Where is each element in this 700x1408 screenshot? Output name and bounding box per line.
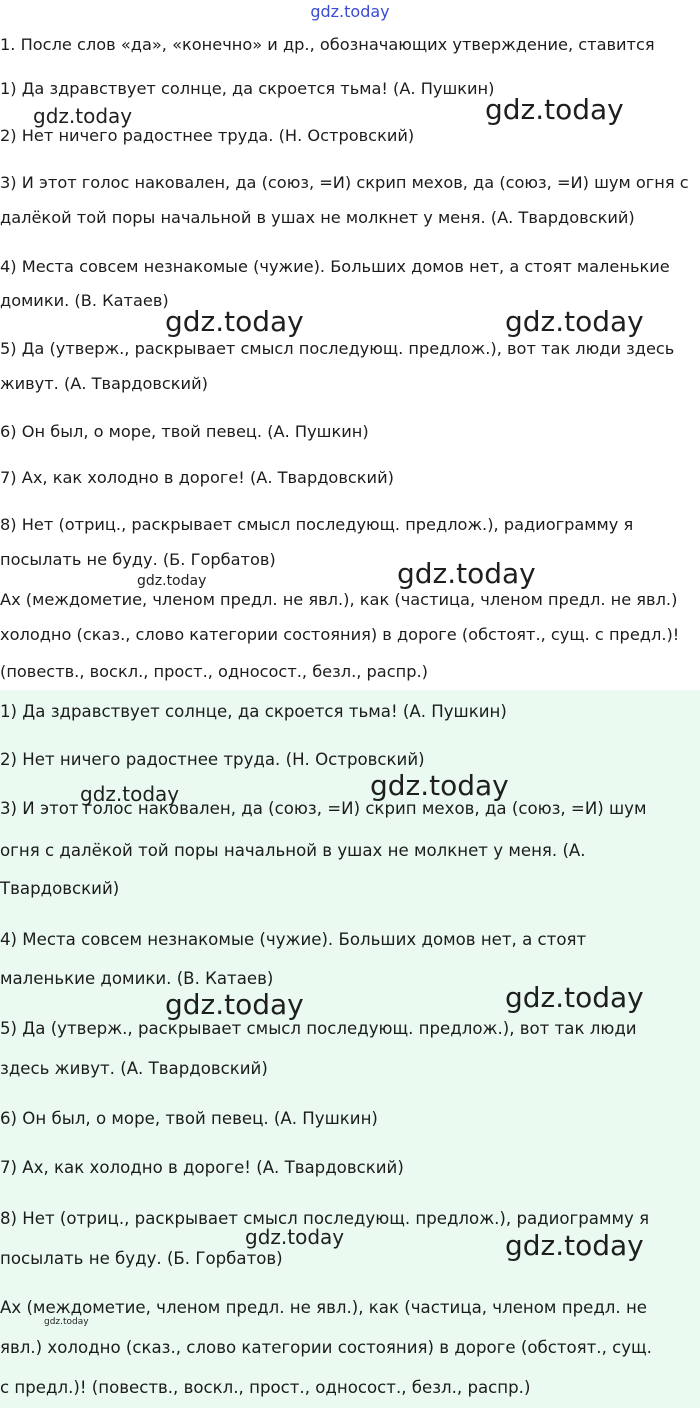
watermark: gdz.today bbox=[44, 1317, 89, 1327]
watermark: gdz.today bbox=[370, 769, 509, 802]
text-line: посылать не буду. (Б. Горбатов) bbox=[0, 550, 276, 569]
text-line: холодно (сказ., слово категории состояния) в дороге (обстоят., сущ. с предл.)! bbox=[0, 625, 680, 644]
text-line: 5) Да (утверж., раскрывает смысл последующ. предлож.), вот так люди bbox=[0, 1019, 637, 1038]
watermark: gdz.today bbox=[80, 782, 180, 806]
text-line: 6) Он был, о море, твой певец. (А. Пушкин) bbox=[0, 1109, 378, 1128]
text-line: далёкой той поры начальной в ушах не молкнет у меня. (А. Твардовский) bbox=[0, 208, 635, 227]
text-line: живут. (А. Твардовский) bbox=[0, 374, 208, 393]
watermark: gdz.today bbox=[397, 557, 536, 590]
text-line: 8) Нет (отриц., раскрывает смысл последующ. предлож.), радиограмму я bbox=[0, 515, 634, 534]
text-line: 2) Нет ничего радостнее труда. (Н. Островский) bbox=[0, 126, 415, 145]
text-line: 6) Он был, о море, твой певец. (А. Пушкин) bbox=[0, 422, 369, 441]
watermark: gdz.today bbox=[505, 305, 644, 338]
watermark: gdz.today bbox=[505, 1229, 644, 1262]
watermark: gdz.today bbox=[485, 93, 624, 126]
text-line: Ах (междометие, членом предл. не явл.), как (частица, членом предл. не явл.) bbox=[0, 590, 678, 609]
text-line: 3) И этот голос наковален, да (союз, =И) скрип мехов, да (союз, =И) шум огня с bbox=[0, 173, 689, 192]
heading-line: 1. После слов «да», «конечно» и др., обозначающих утверждение, ставится bbox=[0, 35, 655, 54]
text-line: 4) Места совсем незнакомые (чужие). Больших домов нет, а стоят bbox=[0, 930, 587, 949]
watermark: gdz.today bbox=[33, 104, 133, 128]
text-line: домики. (В. Катаев) bbox=[0, 291, 169, 310]
text-line: 1) Да здравствует солнце, да скроется тьма! (А. Пушкин) bbox=[0, 79, 495, 98]
header-watermark: gdz.today bbox=[310, 2, 390, 21]
watermark: gdz.today bbox=[165, 988, 304, 1021]
text-line: Твардовский) bbox=[0, 879, 120, 898]
text-line: огня с далёкой той поры начальной в ушах не молкнет у меня. (А. bbox=[0, 841, 586, 860]
text-line: Ах (междометие, членом предл. не явл.), как (частица, членом предл. не bbox=[0, 1298, 648, 1317]
text-line: 7) Ах, как холодно в дороге! (А. Твардовский) bbox=[0, 1158, 404, 1177]
text-line: 3) И этот голос наковален, да (союз, =И) скрип мехов, да (союз, =И) шум bbox=[0, 799, 647, 818]
text-line: 1) Да здравствует солнце, да скроется тьма! (А. Пушкин) bbox=[0, 702, 507, 721]
watermark: gdz.today bbox=[245, 1225, 345, 1249]
text-line: 2) Нет ничего радостнее труда. (Н. Островский) bbox=[0, 750, 425, 769]
text-line: 4) Места совсем незнакомые (чужие). Больших домов нет, а стоят маленькие bbox=[0, 257, 670, 276]
text-line: посылать не буду. (Б. Горбатов) bbox=[0, 1249, 283, 1268]
text-line: явл.) холодно (сказ., слово категории состояния) в дороге (обстоят., сущ. bbox=[0, 1338, 652, 1357]
text-line: 8) Нет (отриц., раскрывает смысл последующ. предлож.), радиограмму я bbox=[0, 1209, 650, 1228]
text-line: с предл.)! (повеств., воскл., прост., односост., безл., распр.) bbox=[0, 1378, 531, 1397]
watermark: gdz.today bbox=[137, 573, 207, 589]
text-line: здесь живут. (А. Твардовский) bbox=[0, 1059, 268, 1078]
watermark: gdz.today bbox=[505, 981, 644, 1014]
watermark: gdz.today bbox=[165, 305, 304, 338]
text-line: (повеств., воскл., прост., односост., безл., распр.) bbox=[0, 662, 428, 681]
text-line: 7) Ах, как холодно в дороге! (А. Твардовский) bbox=[0, 468, 394, 487]
text-line: 5) Да (утверж., раскрывает смысл последующ. предлож.), вот так люди здесь bbox=[0, 339, 675, 358]
text-line: маленькие домики. (В. Катаев) bbox=[0, 969, 274, 988]
